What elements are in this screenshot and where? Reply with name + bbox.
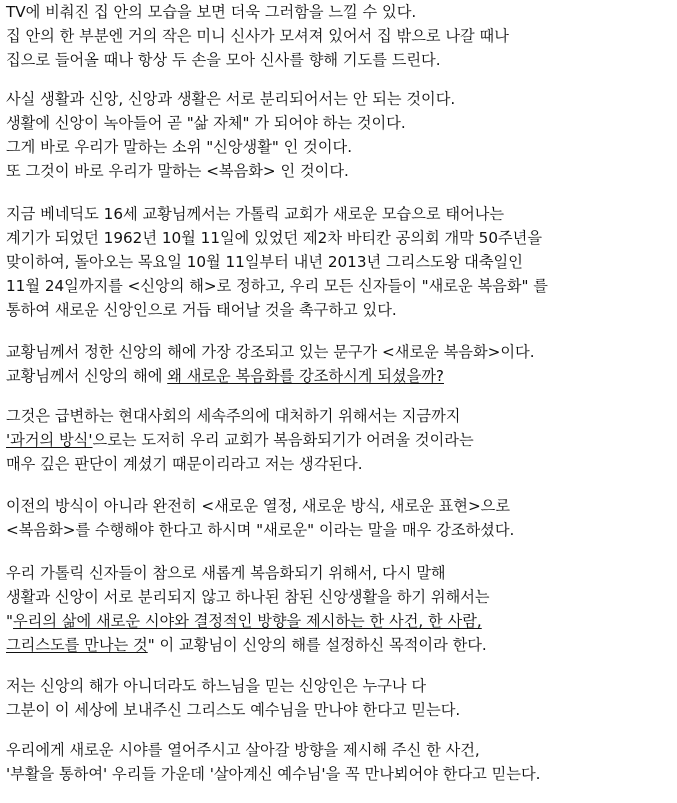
- text-line: [0, 24, 509, 48]
- text-segment: 지금 베네딕도 16세 교황님께서는 가톨릭 교회가 새로운 모습으로 태어나는: [6, 205, 505, 223]
- text-line: [0, 340, 535, 364]
- paragraph: [0, 0, 509, 72]
- text-line: [0, 111, 455, 135]
- text-line: [0, 518, 514, 542]
- paragraph: [0, 340, 535, 388]
- text-segment: 매우 깊은 판단이 계셨기 때문이리라고 저는 생각된다.: [6, 455, 363, 473]
- text-segment: 생활에 신앙이 녹아들어 곧 "삶 자체" 가 되어야 하는 것이다.: [6, 114, 406, 132]
- text-line: [0, 202, 548, 226]
- paragraph: [0, 494, 514, 542]
- text-segment: 으로는 도저히 우리 교회가 복음화되기가 어려울 것이라는: [92, 431, 474, 449]
- text-segment: 집 안의 한 부분엔 거의 작은 미니 신사가 모셔져 있어서 집 밖으로 나갈 때나: [6, 27, 509, 45]
- paragraph: [0, 561, 490, 657]
- text-line: [0, 0, 509, 24]
- text-line: [0, 762, 540, 786]
- paragraph: [0, 202, 548, 322]
- paragraph: [0, 674, 460, 722]
- text-segment: 그분이 이 세상에 보내주신 그리스도 예수님을 만나야 한다고 믿는다.: [6, 701, 461, 719]
- text-line: [0, 364, 535, 388]
- text-segment: 교황님께서 정한 신앙의 해에 가장 강조되고 있는 문구가 <새로운 복음화>이다.: [6, 343, 535, 361]
- text-segment: 맞이하여, 돌아오는 목요일 10월 11일부터 내년 2013년 그리스도왕 대축일인: [6, 253, 523, 271]
- underlined-phrase: 우리의 삶에 새로운 시야와 결정적인 방향을 제시하는 한 사건, 한 사람,: [13, 612, 482, 630]
- text-segment: 통하여 새로운 신앙인으로 거듭 태어날 것을 촉구하고 있다.: [6, 301, 397, 319]
- text-segment: 그게 바로 우리가 말하는 소위 "신앙생활" 인 것이다.: [6, 138, 353, 156]
- text-segment: 우리 가톨릭 신자들이 참으로 새롭게 복음화되기 위해서, 다시 말해: [6, 564, 446, 582]
- paragraph: [0, 87, 455, 183]
- text-line: [0, 135, 455, 159]
- underlined-phrase: '과거의 방식': [6, 431, 93, 449]
- text-segment: 이전의 방식이 아니라 완전히 <새로운 열정, 새로운 방식, 새로운 표현>으로: [6, 497, 511, 515]
- text-line: [0, 428, 474, 452]
- paragraph: [0, 738, 540, 786]
- text-line: [0, 494, 514, 518]
- text-line: [0, 226, 548, 250]
- text-line: [0, 698, 460, 722]
- text-segment: 사실 생활과 신앙, 신앙과 생활은 서로 분리되어서는 안 되는 것이다.: [6, 90, 456, 108]
- text-segment: 또 그것이 바로 우리가 말하는 <복음화> 인 것이다.: [6, 162, 349, 180]
- text-segment: 11월 24일까지를 <신앙의 해>로 정하고, 우리 모든 신자들이 "새로운 복음화" 를: [6, 277, 548, 295]
- text-segment: 우리에게 새로운 시야를 열어주시고 살아갈 방향을 제시해 주신 한 사건,: [6, 741, 480, 759]
- text-segment: '부활을 통하여' 우리들 가운데 '살아계신 예수님'을 꼭 만나뵈어야 한다고 믿는다.: [6, 765, 541, 783]
- text-line: [0, 561, 490, 585]
- text-segment: 그것은 급변하는 현대사회의 세속주의에 대처하기 위해서는 지금까지: [6, 407, 461, 425]
- text-line: [0, 159, 455, 183]
- text-segment: 집으로 들어올 때나 항상 두 손을 모아 신사를 향해 기도를 드린다.: [6, 51, 441, 69]
- text-line: [0, 298, 548, 322]
- text-line: [0, 404, 474, 428]
- text-segment: " 이 교황님이 신앙의 해를 설정하신 목적이라 한다.: [147, 636, 487, 654]
- text-segment: TV에 비춰진 집 안의 모습을 보면 더욱 그러함을 느낄 수 있다.: [6, 3, 417, 21]
- text-segment: <복음화>를 수행해야 한다고 하시며 "새로운" 이라는 말을 매우 강조하셨다.: [6, 521, 515, 539]
- underlined-question: 왜 새로운 복음화를 강조하시게 되셨을까?: [167, 367, 444, 385]
- text-line: [0, 274, 548, 298]
- text-segment: 계기가 되었던 1962년 10월 11일에 있었던 제2차 바티칸 공의회 개막 50주년을: [6, 229, 543, 247]
- underlined-phrase: 그리스도를 만나는 것: [6, 636, 148, 654]
- text-segment: 생활과 신앙이 서로 분리되지 않고 하나된 참된 신앙생활을 하기 위해서는: [6, 588, 490, 606]
- text-line: [0, 674, 460, 698]
- text-line: [0, 585, 490, 609]
- text-line: [0, 609, 490, 633]
- text-line: [0, 452, 474, 476]
- text-line: [0, 87, 455, 111]
- text-line: [0, 738, 540, 762]
- text-line: [0, 250, 548, 274]
- paragraph: [0, 404, 474, 476]
- text-line: [0, 633, 490, 657]
- text-line: [0, 48, 509, 72]
- text-segment: 교황님께서 신앙의 해에: [6, 367, 168, 385]
- text-segment: ": [6, 612, 13, 630]
- text-segment: 저는 신앙의 해가 아니더라도 하느님을 믿는 신앙인은 누구나 다: [6, 677, 427, 695]
